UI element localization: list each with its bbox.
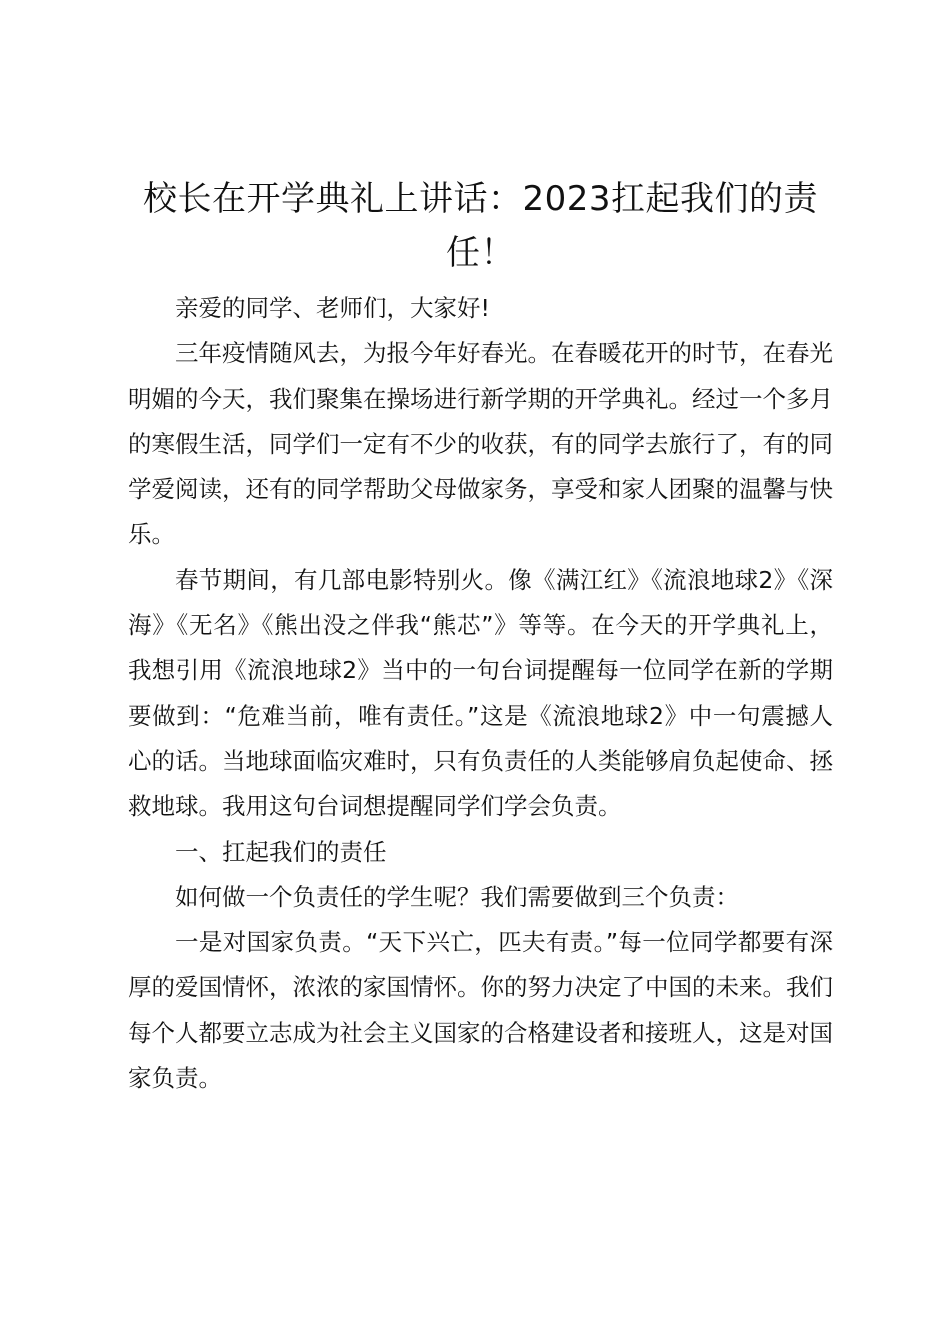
document-title: 校长在开学典礼上讲话：2023扛起我们的责任！ (142, 179, 819, 273)
paragraph-intro: 三年疫情随风去，为报今年好春光。在春暖花开的时节，在春光明媚的今天，我们聚集在操场进行新学期的开学典礼。经过一个多月的寒假生活，同学们一定有不少的收获，有的同学去旅行了，有的同学爱阅读，还有的同学帮助父母做家务，享受和家人团聚的温馨与快乐。 (128, 339, 833, 549)
paragraph-greeting: 亲爱的同学、老师们，大家好! (175, 294, 490, 322)
paragraph-question: 如何做一个负责任的学生呢？我们需要做到三个负责： (175, 882, 739, 911)
section-heading: 一、扛起我们的责任 (175, 837, 387, 866)
document-page (128, 172, 833, 1101)
paragraph-country: 一是对国家负责。“天下兴亡，匹夫有责。”每一位同学都要有深厚的爱国情怀，浓浓的家国情怀。你的努力决定了中国的未来。我们每个人都要立志成为社会主义国家的合格建设者和接班人，这是对国家负责。 (128, 928, 833, 1093)
paragraph-movies: 春节期间，有几部电影特别火。像《满江红》《流浪地球2》《深海》《无名》《熊出没之伴我“熊芯”》等等。在今天的开学典礼上，我想引用《流浪地球2》当中的一句台词提醒每一位同学在新的学期要做到：“危难当前，唯有责任。”这是《流浪地球2》中一句震撼人心的话。当地球面临灾难时，只有负责任的人类能够肩负起使命、拯救地球。我用这句台词想提醒同学们学会负责。 (128, 565, 833, 821)
